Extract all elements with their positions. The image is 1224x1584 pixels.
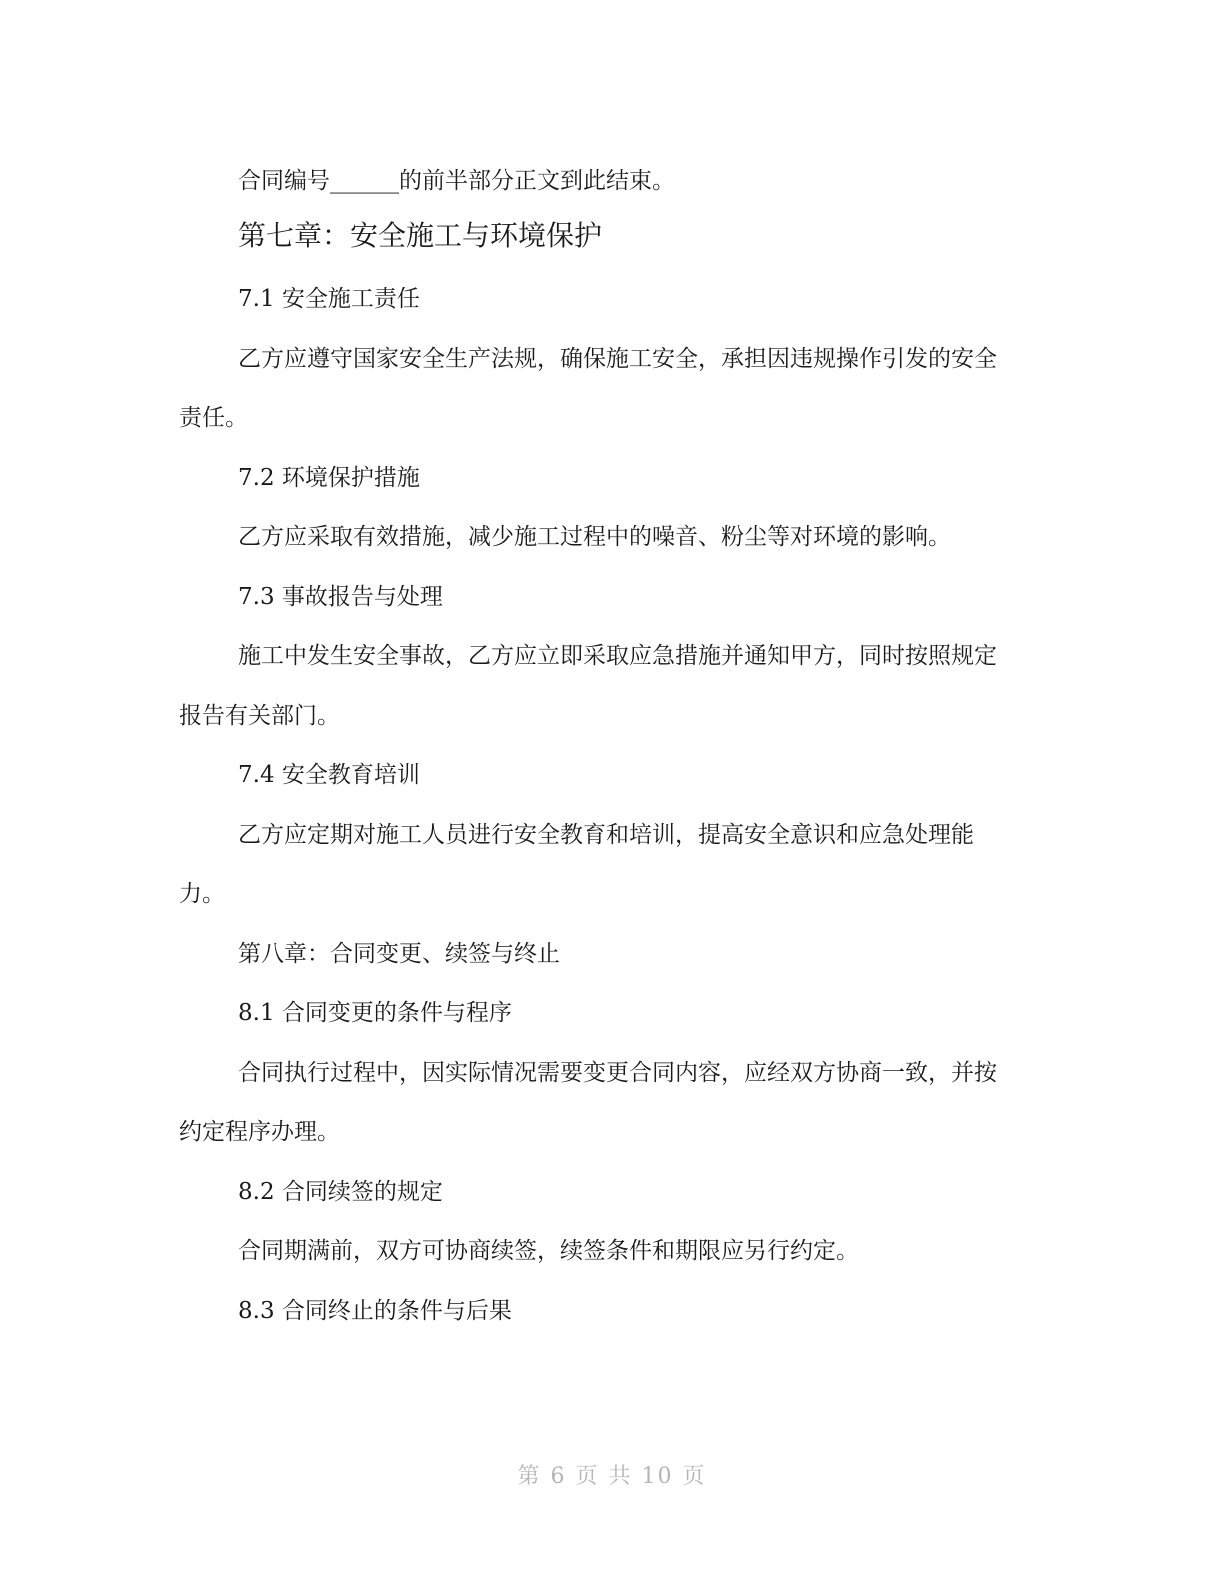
section-7-4-heading: 7.4 安全教育培训: [238, 762, 420, 788]
chapter-7-heading: 第七章：安全施工与环境保护: [238, 219, 603, 252]
section-7-4-body-line-2: 力。: [179, 881, 225, 907]
page-number-footer: 第 6 页 共 10 页: [517, 1464, 707, 1489]
section-7-4-body-line-1: 乙方应定期对施工人员进行安全教育和培训，提高安全意识和应急处理能: [238, 822, 974, 848]
section-7-2-body: 乙方应采取有效措施，减少施工过程中的噪音、粉尘等对环境的影响。: [238, 524, 951, 550]
section-7-3-heading: 7.3 事故报告与处理: [238, 584, 443, 610]
section-7-1-body-line-1: 乙方应遵守国家安全生产法规，确保施工安全，承担因违规操作引发的安全: [238, 346, 997, 372]
section-7-2-heading: 7.2 环境保护措施: [238, 465, 420, 491]
section-8-3-heading: 8.3 合同终止的条件与后果: [238, 1298, 512, 1324]
intro-line: 合同编号______的前半部分正文到此结束。: [238, 168, 675, 194]
section-8-1-body-line-2: 约定程序办理。: [179, 1119, 340, 1145]
section-8-1-heading: 8.1 合同变更的条件与程序: [238, 1000, 512, 1026]
section-7-3-body-line-1: 施工中发生安全事故，乙方应立即采取应急措施并通知甲方，同时按照规定: [238, 643, 997, 669]
section-7-1-heading: 7.1 安全施工责任: [238, 286, 420, 312]
chapter-8-heading: 第八章：合同变更、续签与终止: [238, 941, 560, 967]
section-7-1-body-line-2: 责任。: [179, 405, 248, 431]
section-8-2-body: 合同期满前，双方可协商续签，续签条件和期限应另行约定。: [238, 1238, 859, 1264]
section-7-3-body-line-2: 报告有关部门。: [179, 703, 340, 729]
section-8-2-heading: 8.2 合同续签的规定: [238, 1179, 443, 1205]
section-8-1-body-line-1: 合同执行过程中，因实际情况需要变更合同内容，应经双方协商一致，并按: [238, 1060, 997, 1086]
